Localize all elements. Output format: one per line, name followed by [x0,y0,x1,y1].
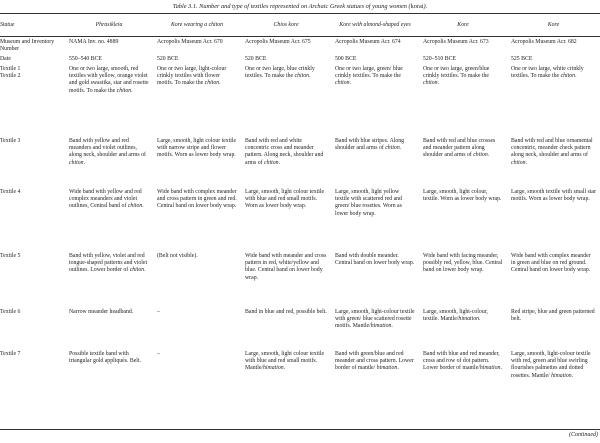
table-cell: Band with red and blue crosses and meander pattern along shoulder and arms of chiton. [423,138,496,159]
table-cell: Large, smooth, light yellow textile with scattered red and green/ blue rosettes. Worn as lower body wrap. [335,189,402,217]
table-cell: 520 BCE [157,56,179,62]
row-label-line: Textile 1 [0,66,21,72]
table-row [0,189,600,253]
table-cell: Wide band with complex meander and cross pattern in green and red. Central band on lower body wrap. [157,189,237,210]
table-cell: Acropolis Museum Acr. 675 [245,39,311,45]
row-label: Textile 5 [0,253,21,259]
row-label: Textile 3 [0,138,21,144]
table-cell: Band with yellow, violet and red tongue-shaped patterns and violet outlines. Lower border of chiton. [69,253,148,274]
table-row [0,351,600,415]
table-row [0,309,600,351]
table-row [0,253,600,309]
table-caption [0,2,600,11]
table-cell: Band with blue and red meander, cross and row of dot pattern. Lower border of mantle/himation. [423,351,502,372]
table-cell: 520–510 BCE [423,56,457,62]
table-cell: NAMA Inv. no. 4889 [69,39,119,45]
bottom-rule [0,429,600,430]
row-label [0,66,65,138]
row-label-line: Textile 2 [0,73,21,80]
column-header: Kore [547,22,560,28]
caption-text: Table 3.1. Number and type of textiles represented on Archaic Greek statues of young women ( [172,3,411,10]
table-cell: One or two large, white crinkly textiles. To make the chiton. [511,66,584,80]
table-cell: Large, smooth, light colour textile with blue and red small motifs. Mantle/himation. [245,351,325,372]
row-label: Textile 7 [0,351,21,357]
column-header: Chios kore [273,22,299,28]
table-cell: Band with red and blue ornamental concentric, meander check pattern along neck, shoulder and arms of chiton. [511,138,593,166]
table-row [0,66,600,138]
continued-note: (Continued) [569,432,598,438]
table-cell: Acropolis Museum Acr. 673 [423,39,489,45]
table-cell: 525 BCE [511,56,533,62]
table-cell: Wide band with facing meander, possibly red, yellow, blue. Central band on lower body wrap. [423,253,503,274]
table-cell: Large, smooth, light-colour textile with green/ blue scattered rosette motifs. Mantle/himation. [335,309,415,330]
table-cell: Acropolis Museum Acr. 682 [511,39,577,45]
caption-suffix: ). [423,3,428,10]
column-header: Phrasikleia [95,22,123,28]
textiles-table [0,22,600,415]
table-row [0,138,600,189]
table-cell: Large, smooth textile with small star motifs. Worn as lower body wrap. [511,189,596,203]
table-cell: Band with double meander. Central band on lower body wrap. [335,253,415,267]
table-cell: 550–540 BCE [69,56,103,62]
table-cell: One or two large, blue crinkly textiles. To make the chiton. [245,66,315,80]
top-rule [0,13,600,14]
table-cell: Large, smooth, light-colour, textile. Mantle/himation. [423,309,488,323]
table-cell: – [157,309,160,315]
column-header: Kore wearing a chiton [170,22,224,28]
table-cell: 520 BCE [245,56,267,62]
table-cell: Wide band with meander and cross pattern in red, white/yellow and blue. Central band on lower body wrap. [245,253,327,281]
table-cell: One or two large, green/ blue crinkly textiles. To make the chiton. [335,66,403,87]
table-cell: One or two large, green/blue crinkly textiles. To make the chiton. [423,66,490,87]
table-cell: Wide band with yellow and red complex meanders and violet outlines, Central band of chiton. [69,189,144,210]
table-cell: Large, smooth, light colour textile with blue and red small motifs. Worn as lower body wrap. [245,189,325,210]
table-cell: Band with blue stripes. Along shoulder and arms of chiton. [335,138,405,152]
table-cell: Band in blue and red, possible belt. [245,309,327,315]
table-cell: Narrow meander headband. [69,309,134,315]
table-cell: Large, smooth, light colour, textile. Worn as lower body wrap. [423,189,502,203]
column-header: Kore [457,22,469,28]
table-cell: Band with red and white concentric cross and meander pattern. Along neck, shoulder and arms of chiton. [245,138,324,166]
column-header: Kore with almond-shaped eyes [339,22,411,28]
row-label: Date [0,56,11,62]
table-cell: Band with yellow and red meanders and violet outlines, along neck, shoulder and arms of chiton. [69,138,146,166]
table-cell: Large, smooth, light-colour textile with red, green and blue swirling flourishes palmettes and dotted rosettes. Mantle/ himation. [511,351,591,379]
table-cell: Band with green/blue and red meander and cross pattern. Lower border of mantle/ himation. [335,351,414,372]
table-cell: Possible textile band with triangular gold appliqués. Belt. [69,351,141,365]
table-cell: – [157,351,160,357]
table-cell: One or two large, light-colour crinkly textiles with flower motifs. To make the chiton. [157,66,227,87]
table-row [0,36,600,56]
table-cell: Red stripe, blue and green patterned belt. [511,309,595,323]
row-label: Museum and Inventory Number [0,39,55,53]
table-cell: One or two large, smooth, red textiles with yellow, orange violet and gold swastika, star and rosette motifs. To make the chiton. [69,66,149,94]
table-cell: Acropolis Museum Acr. 674 [335,39,401,45]
table-header-row [0,22,600,36]
row-label: Textile 6 [0,309,21,315]
column-header: Statue [0,22,15,28]
table-cell: Wide band with complex meander in green and blue on red ground. Central band on lower body wrap. [511,253,591,274]
table-cell: Acropolis Museum Acr. 670 [157,39,223,45]
row-label: Textile 4 [0,189,21,195]
table-cell: 500 BCE [335,56,357,62]
caption-emphasis: korai [410,3,424,10]
table-cell: (Belt not visible). [157,253,198,259]
table-cell: Large, smooth, light colour textile with narrow stripe and flower motifs. Worn as lower body wrap. [157,138,237,159]
table-row [0,56,600,66]
